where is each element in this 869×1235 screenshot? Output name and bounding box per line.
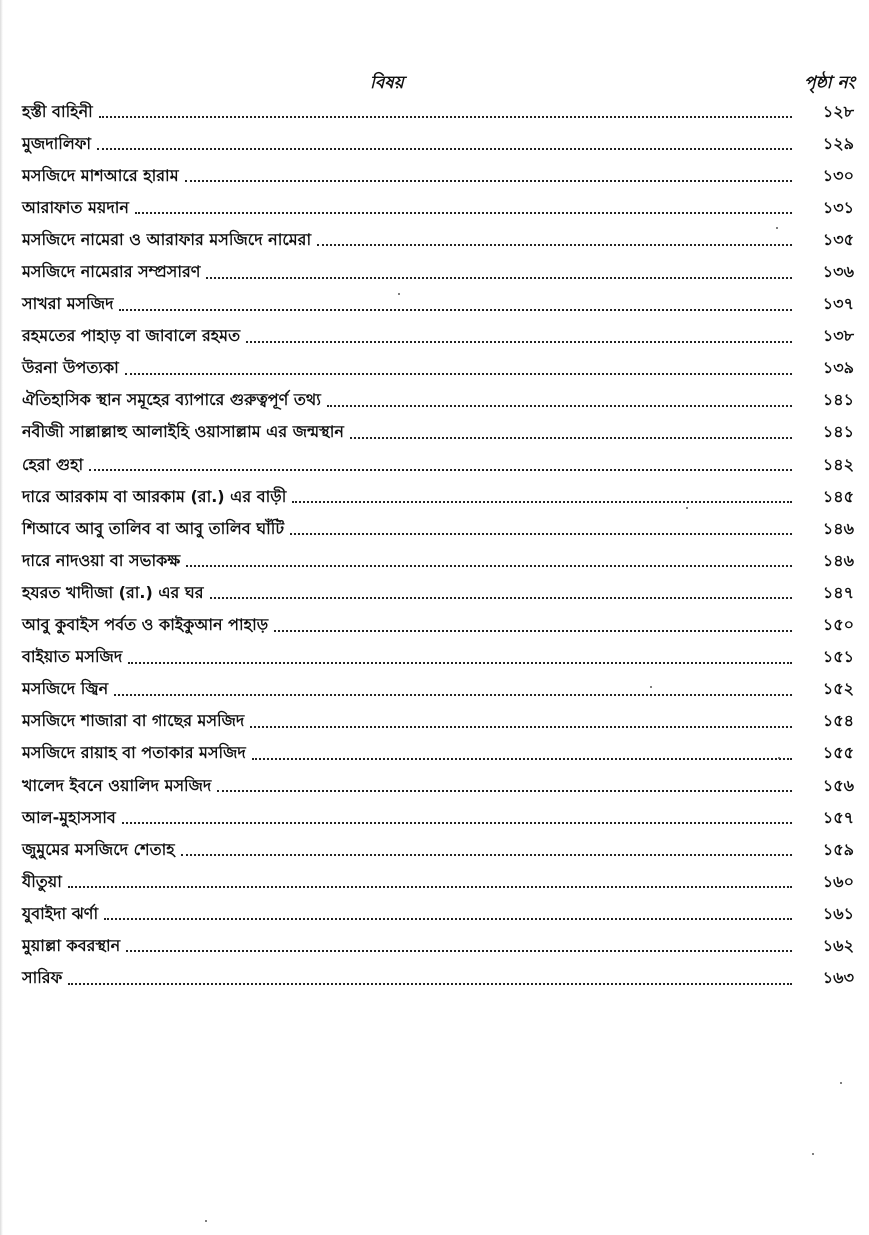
toc-entry-page: ১৩৫	[822, 229, 854, 249]
toc-entry-page: ১২৯	[822, 133, 854, 153]
scan-speck	[778, 757, 780, 759]
toc-entry	[22, 738, 854, 770]
toc-entry-page: ১৪১	[822, 390, 854, 410]
scan-speck	[650, 686, 652, 688]
toc-entry-page: ১৬০	[822, 871, 854, 891]
toc-entry-page: ১৩৯	[822, 358, 854, 378]
toc-entry-title: মুজদালিফা	[22, 133, 92, 153]
toc-entry	[22, 449, 854, 481]
toc-entry-page: ১৩৮	[822, 326, 854, 346]
toc-entry-page: ১৩১	[822, 197, 854, 217]
toc-entry-title: যুবাইদা ঝর্ণা	[22, 903, 99, 923]
toc-entry-page: ১৩০	[822, 165, 854, 185]
toc-entry	[22, 545, 854, 577]
toc-entry-title: মসজিদে শাজারা বা গাছের মসজিদ	[22, 711, 245, 731]
dot-leader	[114, 694, 792, 696]
toc-entry-page: ১৪১	[822, 422, 854, 442]
scan-speck	[776, 227, 778, 229]
dot-leader	[274, 630, 792, 632]
toc-entry-page: ১৪৬	[822, 518, 854, 538]
toc-entry-title: আরাফাত ময়দান	[22, 197, 129, 217]
toc-entry-title: আল-মুহাসসাব	[22, 807, 116, 827]
toc-entry-page: ১৬২	[822, 935, 854, 955]
toc-entry-page: ১৫০	[822, 615, 854, 635]
dot-leader	[126, 950, 792, 952]
page-edge-shadow	[0, 0, 3, 1235]
toc-entry	[22, 256, 854, 288]
page-column-heading: পৃষ্ঠা নং	[804, 73, 855, 93]
dot-leader	[317, 244, 792, 246]
toc-entry-page: ১৫১	[822, 647, 854, 667]
dot-leader	[104, 918, 792, 920]
toc-entry-title: মসজিদে মাশআরে হারাম	[22, 165, 179, 185]
toc-entry-title: দারে আরকাম বা আরকাম (রা.) এর বাড়ী	[22, 486, 287, 506]
dot-leader	[68, 886, 792, 888]
scan-speck	[812, 1153, 814, 1155]
scan-speck	[205, 1220, 207, 1222]
dot-leader	[122, 822, 792, 824]
dot-leader	[89, 469, 792, 471]
toc-entry	[22, 385, 854, 417]
dot-leader	[119, 309, 792, 311]
toc-entry-page: ১৫৯	[822, 839, 854, 859]
toc-entry-page: ১৩৬	[822, 262, 854, 282]
toc-entry-title: সাখরা মসজিদ	[22, 294, 114, 314]
dot-leader	[250, 726, 792, 728]
toc-entry	[22, 674, 854, 706]
table-of-contents	[22, 96, 854, 995]
dot-leader	[217, 790, 792, 792]
toc-entry-title: হযরত খাদীজা (রা.) এর ঘর	[22, 582, 204, 602]
toc-entry	[22, 963, 854, 995]
subject-column-heading: বিষয়	[370, 73, 404, 93]
toc-entry-title: যীতুয়া	[22, 871, 62, 891]
toc-entry-page: ১৫৬	[822, 775, 854, 795]
toc-entry-page: ১৬৩	[822, 968, 854, 988]
toc-entry-title: রহমতের পাহাড় বা জাবালে রহমত	[22, 326, 241, 346]
toc-entry	[22, 289, 854, 321]
scan-speck	[398, 293, 400, 295]
toc-entry	[22, 898, 854, 930]
toc-entry-title: হস্তী বাহিনী	[22, 101, 93, 121]
dot-leader	[125, 373, 792, 375]
dot-leader	[327, 405, 792, 407]
toc-entry-title: উরনা উপত্যকা	[22, 358, 119, 378]
toc-entry	[22, 834, 854, 866]
toc-entry	[22, 96, 854, 128]
toc-entry-title: মসজিদে নামেরার সম্প্রসারণ	[22, 262, 201, 282]
toc-entry	[22, 866, 854, 898]
toc-entry-title: শিআবে আবু তালিব বা আবু তালিব ঘাঁটি	[22, 518, 285, 538]
toc-entry-page: ১৩৭	[822, 294, 854, 314]
dot-leader	[185, 180, 792, 182]
toc-entry-title: খালেদ ইবনে ওয়ালিদ মসজিদ	[22, 775, 212, 795]
dot-leader	[97, 148, 792, 150]
toc-entry	[22, 224, 854, 256]
toc-header	[0, 70, 869, 94]
toc-entry	[22, 577, 854, 609]
dot-leader	[246, 341, 792, 343]
toc-entry	[22, 642, 854, 674]
toc-entry	[22, 417, 854, 449]
toc-entry	[22, 770, 854, 802]
toc-entry-title: মুয়াল্লা কবরস্থান	[22, 935, 121, 955]
dot-leader	[206, 277, 792, 279]
toc-entry-title: মসজিদে জ্বিন	[22, 679, 109, 699]
toc-entry-title: মসজিদে নামেরা ও আরাফার মসজিদে নামেরা	[22, 229, 312, 249]
toc-entry	[22, 128, 854, 160]
dot-leader	[99, 116, 792, 118]
dot-leader	[210, 597, 792, 599]
toc-entry-title: জুমুমের মসজিদে শেতাহ	[22, 839, 175, 859]
toc-entry-page: ১৬১	[822, 903, 854, 923]
dot-leader	[135, 212, 792, 214]
toc-entry-page: ১২৮	[822, 101, 854, 121]
toc-entry-page: ১৪৭	[822, 582, 854, 602]
toc-entry	[22, 481, 854, 513]
toc-entry-title: নবীজী সাল্লাল্লাহু আলাইহি ওয়াসাল্লাম এর জন্মস্থান	[22, 422, 344, 442]
toc-entry-page: ১৫২	[822, 679, 854, 699]
dot-leader	[292, 501, 792, 503]
dot-leader	[128, 662, 792, 664]
toc-entry	[22, 192, 854, 224]
toc-entry-title: হেরা গুহা	[22, 454, 84, 474]
dot-leader	[181, 854, 792, 856]
scan-speck	[840, 1082, 842, 1084]
dot-leader	[252, 758, 792, 760]
toc-entry-page: ১৫৭	[822, 807, 854, 827]
toc-entry-title: ঐতিহাসিক স্থান সমূহের ব্যাপারে গুরুত্বপূর্ণ তথ্য	[22, 390, 321, 410]
toc-entry-title: সারিফ	[22, 968, 63, 988]
dot-leader	[350, 437, 792, 439]
toc-entry-page: ১৪২	[822, 454, 854, 474]
toc-entry-page: ১৫৪	[822, 711, 854, 731]
toc-entry-page: ১৫৫	[822, 743, 854, 763]
toc-entry-page: ১৪৫	[822, 486, 854, 506]
toc-entry-title: মসজিদে রায়াহ বা পতাকার মসজিদ	[22, 743, 246, 763]
toc-entry	[22, 321, 854, 353]
toc-entry	[22, 706, 854, 738]
toc-entry	[22, 353, 854, 385]
toc-entry-page: ১৪৬	[822, 550, 854, 570]
toc-entry-title: দারে নাদওয়া বা সভাকক্ষ	[22, 550, 181, 570]
toc-entry	[22, 930, 854, 962]
dot-leader	[68, 983, 792, 985]
toc-entry	[22, 160, 854, 192]
toc-entry	[22, 610, 854, 642]
scan-speck	[686, 507, 688, 509]
dot-leader	[290, 533, 792, 535]
toc-entry-title: আবু কুবাইস পর্বত ও কাইকুআন পাহাড়	[22, 615, 269, 635]
dot-leader	[186, 565, 792, 567]
toc-entry	[22, 802, 854, 834]
toc-entry-title: বাইয়াত মসজিদ	[22, 647, 123, 667]
toc-entry	[22, 513, 854, 545]
